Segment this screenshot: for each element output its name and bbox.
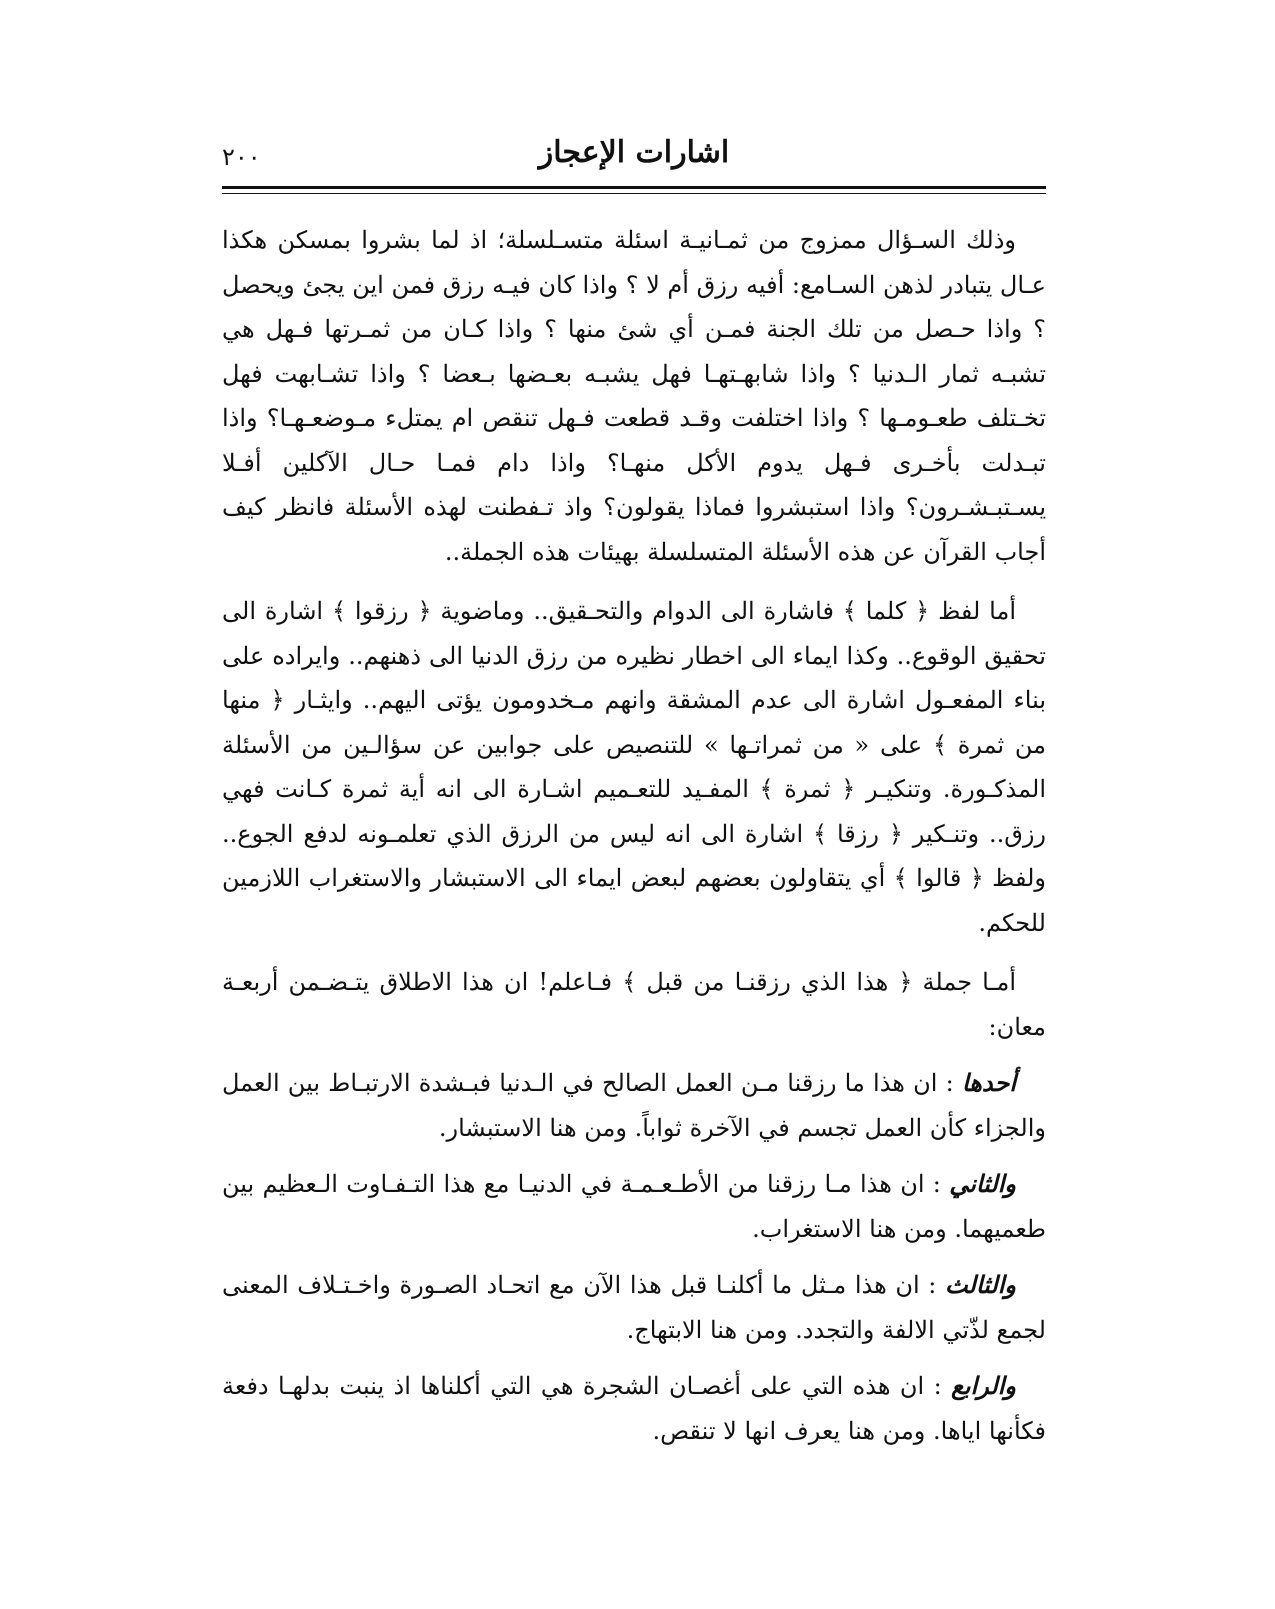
paragraph-meaning-second [222, 1162, 1046, 1251]
paragraph-text: : ان هذه التي على أغصـان الشجرة هي التي أكلناها اذ ينبت بدلهـا دفعة فكأنها اياها. ومن هنا يعرف انها لا تنقص. [222, 1372, 1046, 1445]
running-title: اشارات الإعجاز [538, 135, 730, 170]
paragraph-text: : ان هذا مـثل ما أكلنـا قبل هذا الآن مع اتحـاد الصـورة واخـتـلاف المعنى لجمع لذّتي الالفة والتجدد. ومن هنا الابتهاج. [222, 1271, 1046, 1344]
paragraph-meaning-first [222, 1061, 1046, 1150]
meaning-lead-word: أحدها [961, 1068, 1016, 1097]
paragraph-text: : ان هذا مـا رزقنا من الأطـعـمـة في الدنيـا مع هذا التـفـاوت الـعظيم بين طعميهما. ومن هنا الاستغراب. [222, 1170, 1046, 1243]
page-number: ٢٠٠ [222, 143, 261, 171]
paragraph-question-chain [222, 218, 1046, 574]
body-text [222, 218, 1046, 1465]
paragraph-word-analysis [222, 589, 1046, 945]
paragraph-text: أمـا جملة ﴿ هذا الذي رزقنـا من قبل ﴾ فـاعلم! ان هذا الاطلاق يتـضـمن أربعـة معان: [222, 968, 1046, 1041]
meaning-lead-word: والرابع [951, 1371, 1016, 1400]
paragraph-text: : ان هذا ما رزقنا مـن العمل الصالح في الـدنيا فبـشدة الارتبـاط بين العمل والجزاء كأن العمل تجسم في الآخرة ثواباً. ومن هنا الاستبشار. [222, 1069, 1046, 1142]
header-rule-thin [222, 193, 1046, 194]
meaning-lead-word: والثالث [944, 1270, 1016, 1299]
paragraph-text: وذلك السـؤال ممزوج من ثمـانيـة اسئلة متسـلسلة؛ اذ لما بشروا بمسكن هكذا عـال يتبادر لذهن السـامع: أفيه رزق أم لا ؟ واذا كان فيـه رزق فمن اين يجئ ويحصل ؟ واذا حـصل من تلك الجنة فمـن أي شئ منها ؟ واذا كـان من ثمـرتها فـهل هي تشبـه ثمار الـدنيا ؟ واذا شابهـتهـا فهل يشبـه بعـضها بـعضا ؟ واذا تشـابهت فهل تخـتلف طعـومـها ؟ واذا اختلفت وقـد قطعت فـهل تنقص ام يمتلء مـوضعـهـا؟ واذا تبـدلت بأخـرى فـهل يدوم الأكل منهـا؟ واذا دام فمـا حـال الآكلين أفـلا يسـتبـشـرون؟ واذا استبشروا فماذا يقولون؟ واذ تـفطنت لهذه الأسئلة فانظر كيف أجاب القرآن عن هذه الأسئلة المتسلسلة بهيئات هذه الجملة.. [222, 226, 1047, 566]
paragraph-meaning-fourth [222, 1364, 1046, 1453]
page-header [222, 128, 1046, 184]
header-rule-thick [222, 186, 1046, 189]
meaning-lead-word: والثاني [949, 1169, 1016, 1198]
paragraph-text: أما لفظ ﴿ كلما ﴾ فاشارة الى الدوام والتحـقيق.. وماضوية ﴿ رزقوا ﴾ اشارة الى تحقيق الوقوع.. وكذا ايماء الى اخطار نظيره من رزق الدنيا الى ذهنهم.. وايراده على بناء المفعـول اشارة الى عدم المشقة وانهم مـخدومون يؤتى اليهم.. وايثـار ﴿ منها من ثمرة ﴾ على « من ثمراتـها » للتنصيص على جوابين عن سؤالـين من الأسئلة المذكـورة. وتنكيـر ﴿ ثمرة ﴾ المفـيد للتعـميم اشـارة الى انه أية ثمرة كـانت فهي رزق.. وتنـكير ﴿ رزقا ﴾ اشارة الى انه ليس من الرزق الذي تعلمـونه لدفع الجوع.. ولفظ ﴿ قالوا ﴾ أي يتقاولون بعضهم لبعض ايماء الى الاستبشار والاستغراب اللازمين للحكم. [222, 597, 1046, 937]
paragraph-meaning-third [222, 1263, 1046, 1352]
paragraph-four-meanings-intro [222, 960, 1046, 1049]
